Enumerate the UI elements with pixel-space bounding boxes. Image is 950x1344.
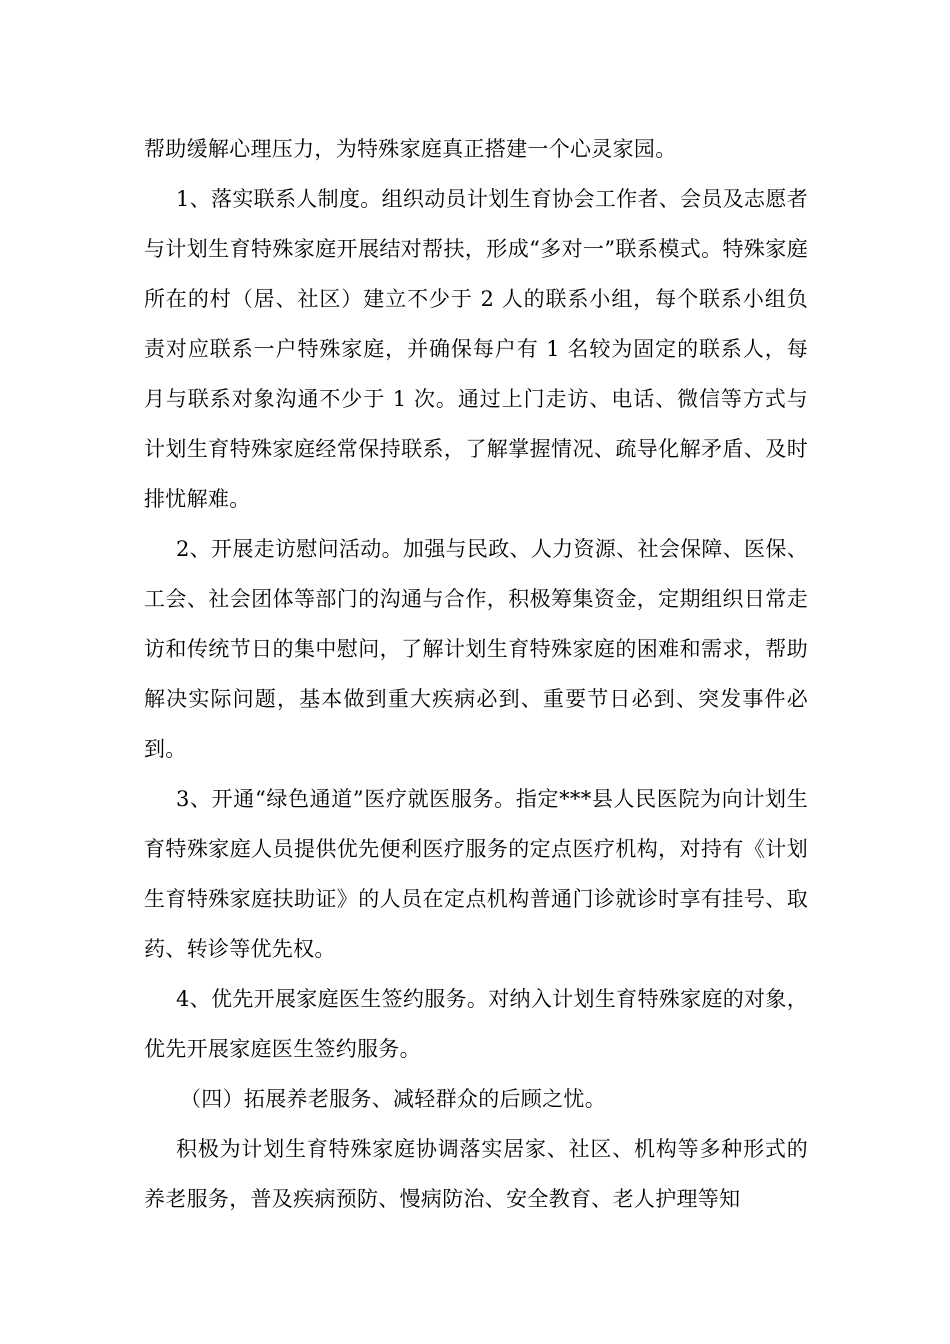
paragraph-contact-system: 1、落实联系人制度。组织动员计划生育协会工作者、会员及志愿者与计划生育特殊家庭开展结对帮扶，形成“多对一”联系模式。特殊家庭所在的村（居、社区）建立不少于 2 人的联系小组，每个联系小组负责对应联系一户特殊家庭，并确保每户有 1 名较为固定的联系人，每月与联系对象沟通不少于 1 次。通过上门走访、电话、微信等方式与计划生育特殊家庭经常保持联系，了解掌握情况、疏导化解矛盾、及时排忧解难。 — [144, 187, 808, 511]
paragraph-green-channel: 3、开通“绿色通道”医疗就医服务。指定***县人民医院为向计划生育特殊家庭人员提供优先便利医疗服务的定点医疗机构，对持有《计划生育特殊家庭扶助证》的人员在定点机构普通门诊就诊时享有挂号、取药、转诊等优先权。 — [144, 787, 808, 961]
document-body — [144, 124, 808, 1224]
paragraph-family-doctor: 4、优先开展家庭医生签约服务。对纳入计划生育特殊家庭的对象，优先开展家庭医生签约服务。 — [144, 987, 808, 1061]
paragraph-visits: 2、开展走访慰问活动。加强与民政、人力资源、社会保障、医保、工会、社会团体等部门的沟通与合作，积极筹集资金，定期组织日常走访和传统节日的集中慰问，了解计划生育特殊家庭的困难和需求，帮助解决实际问题，基本做到重大疾病必到、重要节日必到、突发事件必到。 — [144, 537, 808, 761]
paragraph-continuation: 帮助缓解心理压力，为特殊家庭真正搭建一个心灵家园。 — [144, 137, 677, 161]
paragraph-elderly-care: 积极为计划生育特殊家庭协调落实居家、社区、机构等多种形式的养老服务，普及疾病预防、慢病防治、安全教育、老人护理等知 — [144, 1137, 808, 1211]
section-heading-elderly-care: （四）拓展养老服务、减轻群众的后顾之忧。 — [180, 1087, 606, 1111]
